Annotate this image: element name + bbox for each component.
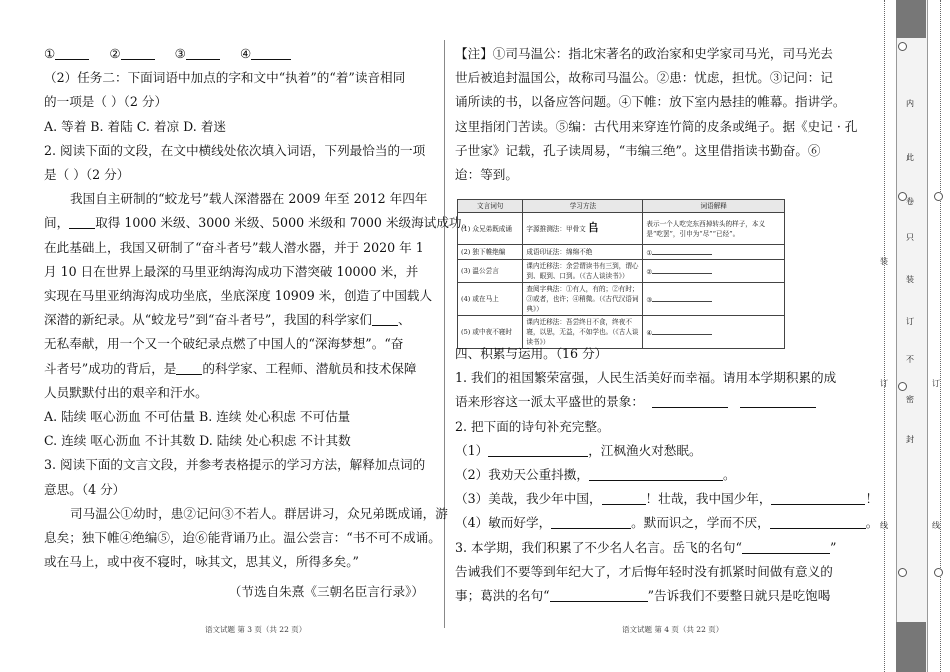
seal-char: 卷: [906, 197, 914, 206]
binding-hole-icon: [934, 192, 943, 201]
seal-char: 不: [906, 355, 914, 364]
classical-text-line: 司马温公①幼时，患②记问③不若人。群居讲习，众兄弟既成诵，游: [70, 505, 448, 521]
question-text: 的一项是（ ）（2 分）: [44, 94, 168, 110]
option-line: C. 连续 呕心沥血 不计其数 D. 陆续 处心积虑 不计其数: [44, 433, 351, 449]
table-cell: 查阅字典法：①有人，有的；②有时；③或者，也许；④稍微。（《古代汉语词典》）: [523, 283, 643, 316]
accumulation-section: [455, 342, 879, 608]
binding-hole-icon: [934, 568, 943, 577]
table-cell: (4) 或在马上: [458, 283, 523, 316]
table-cell: 字源推测法：甲骨文 𠂤: [523, 213, 643, 245]
seal-bar-top-dark: [896, 0, 926, 38]
passage-line: 人员默默付出的艰辛和汗水。: [44, 384, 208, 400]
table-cell: (3) 温公尝言: [458, 260, 523, 283]
table-answer-blank-2[interactable]: [652, 265, 712, 274]
passage-line: 间， 取得 1000 米级、3000 米级、5000 米级和 7000 米级海试成功。: [44, 215, 475, 231]
note-line: 子世家》记载，孔子读周易，“韦编三绝”。这里借指读书勤奋。⑥: [455, 142, 821, 158]
table-cell: 课内迁移法：余尝谓读书有三到，谓心到、眼到、口到。（《古人谈读书》）: [523, 260, 643, 283]
question-text: （2）任务二：下面词语中加点的字和文中“执着”的“着”读音相同: [44, 70, 406, 86]
note-line: 世后被追封温国公，故称司马温公。②患：忧虑，担忧。③记问：记: [455, 70, 833, 86]
seal-char: 密: [906, 395, 914, 404]
option-line: A. 陆续 呕心沥血 不可估量 B. 连续 处心积虑 不可估量: [44, 409, 351, 425]
source-citation: （节选自朱熹《三朝名臣言行录》）: [228, 584, 424, 600]
study-method-table: [457, 199, 785, 349]
column-divider: [444, 40, 445, 628]
table-answer-blank-3[interactable]: [652, 293, 712, 302]
passage-blank-2[interactable]: [372, 311, 398, 326]
table-answer-blank-1[interactable]: [652, 246, 712, 255]
idiom-blank-2[interactable]: [740, 393, 816, 408]
poem-line: （3）美哉，我少年中国， ！壮哉，我中国少年， ！: [455, 491, 879, 507]
poem-blank-1[interactable]: [488, 442, 588, 457]
passage-blank-3[interactable]: [176, 360, 202, 375]
classical-text-line: 息矣；独下帷④绝编⑤，迨⑥能背诵乃止。温公尝言：“书不可不成诵。: [44, 530, 441, 546]
binding-hole-icon: [898, 382, 907, 391]
classical-text-line: 或在马上，或中夜不寝时，咏其文，思其义，所得多矣。”: [44, 554, 359, 570]
seal-char: 内: [906, 99, 914, 108]
blank-label-1: ①: [44, 46, 56, 61]
passage-line: 月 10 日在世界上最深的马里亚纳海沟成功下潜突破 10000 米，并: [44, 263, 419, 279]
passage-line: 我国自主研制的“蛟龙号”载人深潜器在 2009 年至 2012 年四年: [70, 191, 428, 207]
blank-label-2: ②: [109, 46, 121, 61]
poem-blank-3[interactable]: [602, 490, 646, 505]
question-text: 2. 把下面的诗句补充完整。: [455, 418, 610, 434]
poem-blank-2[interactable]: [589, 466, 723, 481]
question-text: 是（ ）（2 分）: [44, 167, 130, 183]
poem-blank-4[interactable]: [771, 490, 865, 505]
seal-char: 线: [932, 521, 940, 530]
table-cell: ②: [643, 260, 785, 283]
question-text: 3. 阅读下面的文言文段，并参考表格提示的学习方法，解释加点词的: [44, 457, 426, 473]
table-cell: 表示一个人吃完东西掉转头的样子，本义是“吃罢”，引申为“尽”“已经”。: [643, 213, 785, 245]
seal-char: 只: [906, 233, 914, 242]
question-options: A. 等着 B. 着陆 C. 着凉 D. 着迷: [44, 118, 226, 134]
table-header: 文言词句: [458, 200, 523, 213]
answer-blank-2[interactable]: [121, 45, 155, 60]
question-text: 事；葛洪的名句“ ”告诉我们不要整日就只是吃饱喝: [455, 588, 831, 604]
table-cell: 课内迁移法：吾尝终日不食，终夜不寝，以思，无益，不如学也。（《古人谈读书》）: [523, 316, 643, 349]
seal-bar-bottom-dark: [896, 622, 926, 672]
poem-line: （1） ，江枫渔火对愁眠。: [455, 442, 702, 458]
passage-line: 无私奉献，用一个又一个破纪录点燃了中国人的“深海梦想”。“奋: [44, 336, 404, 352]
passage-line: 深潜的新纪录。从“蛟龙号”到“奋斗者号”，我国的科学家们 、: [44, 312, 411, 328]
page-4-column: [455, 42, 858, 187]
seal-char: 订: [906, 317, 914, 326]
binding-hole-icon: [898, 568, 907, 577]
passage-line: 斗者号”成功的背后，是 的科学家、工程师、潜航员和技术保障: [44, 360, 417, 376]
passage-line: 实现在马里亚纳海沟成功坐底，坐底深度 10909 米，创造了中国载人: [44, 288, 433, 304]
blank-label-4: ④: [239, 46, 252, 61]
table-cell: (2) 独下帷绝编: [458, 245, 523, 260]
poem-blank-6[interactable]: [770, 514, 866, 529]
table-cell: ④: [643, 316, 785, 349]
table-cell: ①: [643, 245, 785, 260]
page-3-column: [44, 42, 475, 605]
quote-blank-1[interactable]: [742, 539, 830, 554]
question-text: 告诫我们不要等到年纪大了，才后悔年轻时没有抓紧时间做有意义的: [455, 563, 833, 579]
note-line: 诵所读的书，以备应答问题。④下帷：放下室内悬挂的帷幕。指讲学。: [455, 94, 846, 110]
table-answer-blank-4[interactable]: [652, 326, 712, 335]
answer-blanks-row: [44, 42, 436, 66]
table-cell: (1) 众兄弟既成诵: [458, 213, 523, 245]
table-cell: ③: [643, 283, 785, 316]
question-text: 2. 阅读下面的文段，在文中横线处依次填入词语，下列最恰当的一项: [44, 142, 426, 158]
note-line: 迨：等到。: [455, 167, 518, 183]
binding-hole-icon: [898, 42, 907, 51]
oracle-bone-glyph-icon: 𠂤: [587, 221, 599, 234]
quote-blank-2[interactable]: [550, 587, 648, 602]
seal-char: 封: [906, 435, 914, 444]
seal-char: 订: [932, 379, 940, 388]
table-cell: (5) 或中夜不寝时: [458, 316, 523, 349]
poem-blank-5[interactable]: [551, 514, 631, 529]
note-line: 这里指闭门苦读。⑤编：古代用来穿连竹简的皮条或绳子。据《史记 · 孔: [455, 118, 858, 134]
table-header: 词语解释: [643, 200, 785, 213]
blank-label-3: ③: [174, 46, 186, 61]
question-text: 语来形容这一派太平盛世的景象：: [455, 390, 850, 414]
idiom-blank-1[interactable]: [652, 393, 728, 408]
seal-char: 装: [906, 275, 914, 284]
binding-strip: [870, 0, 950, 672]
question-text: 1. 我们的祖国繁荣富强，人民生活美好而幸福。请用本学期积累的成: [455, 370, 837, 386]
poem-line: （4）敏而好学， 。默而识之，学而不厌， 。: [455, 515, 879, 531]
seal-char: 此: [906, 153, 914, 162]
table-cell: 成语印证法：绵绵不绝: [523, 245, 643, 260]
answer-blank-1[interactable]: [55, 45, 89, 60]
answer-blank-4[interactable]: [251, 45, 291, 60]
poem-line: （2）我劝天公重抖擞， 。: [455, 467, 736, 483]
page-footer-right: 语文试题 第 4 页（共 22 页）: [622, 625, 724, 634]
seal-char: 装: [880, 257, 888, 266]
seal-char: 订: [880, 379, 888, 388]
passage-line: 在此基础上，我国又研制了“奋斗者号”载人潜水器，并于 2020 年 1: [44, 239, 424, 255]
answer-blank-3[interactable]: [186, 45, 220, 60]
question-text: 意思。（4 分）: [44, 481, 126, 497]
cut-line-dotted: [884, 0, 885, 672]
note-line: 【注】①司马温公：指北宋著名的政治家和史学家司马光，司马光去: [455, 46, 833, 61]
question-text: 3. 本学期，我们积累了不少名人名言。岳飞的名句“ ”: [455, 539, 837, 555]
table-header: 学习方法: [523, 200, 643, 213]
seal-char: 线: [880, 521, 888, 530]
passage-blank-1[interactable]: [69, 214, 95, 229]
section-heading: 四、积累与运用。（16 分）: [455, 346, 608, 361]
page-footer-left: 语文试题 第 3 页（共 22 页）: [205, 625, 307, 634]
